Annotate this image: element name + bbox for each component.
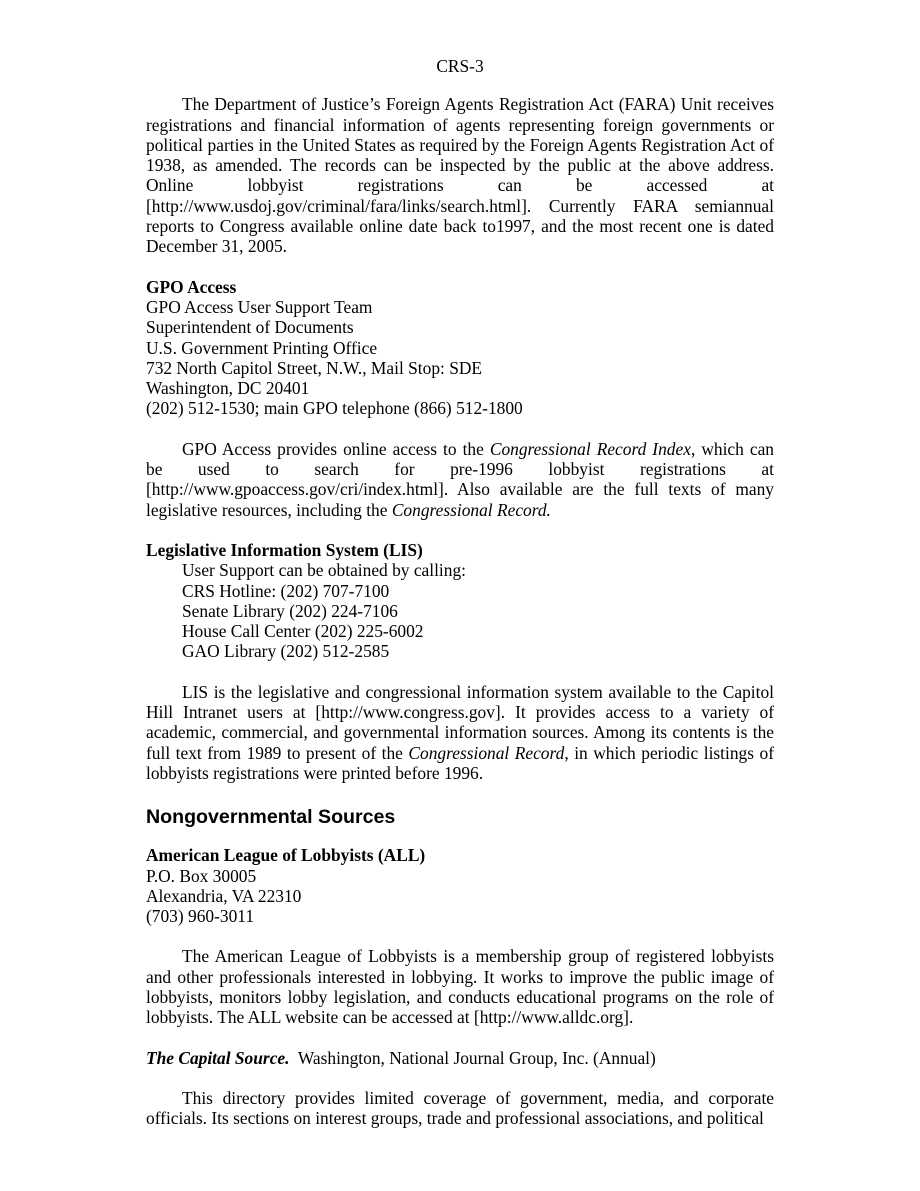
capital-source-citation — [146, 1048, 774, 1068]
lis-block — [146, 540, 774, 662]
document-page — [146, 56, 774, 1128]
capital-source-title: The Capital Source. — [146, 1047, 290, 1068]
all-heading: American League of Lobbyists (ALL) — [146, 845, 426, 866]
page-header: CRS-3 — [436, 56, 484, 76]
fara-paragraph: The Department of Justice’s Foreign Agents Registration Act (FARA) Unit receives registrations and financial information of agents representing foreign governments or political parties in the United States as required by the Foreign Agents Registration Act of 1938, as amended. The records can be inspected by the public at the above address. Online lobbyist registrations can be accessed at [http://www.usdoj.gov/criminal/fara/links/search.html]. Currently FARA semiannual reports to Congress available online date back to1997, and the most recent one is dated December 31, 2005. — [146, 94, 774, 257]
lis-support-line: House Call Center (202) 225-6002 — [182, 621, 424, 642]
all-block — [146, 845, 774, 926]
capital-source-details: Washington, National Journal Group, Inc. (Annual) — [297, 1047, 656, 1068]
gpo-access-block — [146, 277, 774, 419]
gpo-address-line: U.S. Government Printing Office — [146, 337, 378, 358]
gpo-address-line: GPO Access User Support Team — [146, 296, 373, 317]
lis-paragraph-text: , in which periodic listings of lobbyists registrations were printed before 1996. — [146, 742, 774, 783]
lis-paragraph — [146, 682, 774, 783]
all-address-line: P.O. Box 30005 — [146, 865, 257, 886]
gpo-heading: GPO Access — [146, 276, 237, 297]
gpo-paragraph-italic: Congressional Record Index — [489, 438, 691, 459]
lis-heading: Legislative Information System (LIS) — [146, 539, 423, 560]
gpo-address-line: (202) 512-1530; main GPO telephone (866) 512-1800 — [146, 398, 523, 419]
gpo-address-line: Washington, DC 20401 — [146, 378, 310, 399]
all-paragraph: The American League of Lobbyists is a membership group of registered lobbyists and other professionals interested in lobbying. It works to improve the public image of lobbyists, monitors lobby legislation, and conducts educational programs on the role of lobbyists. The ALL website can be accessed at [http://www.alldc.org]. — [146, 946, 774, 1028]
lis-paragraph-italic: Congressional Record — [408, 742, 565, 763]
gpo-address-line: 732 North Capitol Street, N.W., Mail Stop: SDE — [146, 357, 483, 378]
gpo-paragraph-text: , which can be used to search for pre-1996 lobbyist registrations at [http://www.gpoaccess.gov/cri/index.html]. Also available are the full texts of many legislative resources, including the — [146, 438, 774, 520]
all-address-line: (703) 960-3011 — [146, 906, 255, 927]
lis-paragraph-text: LIS is the legislative and congressional information system available to the Capitol Hill Intranet users at [http://www.congress.gov]. It provides access to a variety of academic, commercial, and governmental information sources. Among its contents is the full text from 1989 to present of the — [146, 681, 774, 763]
gpo-paragraph-italic: Congressional Record. — [391, 499, 551, 520]
all-address-line: Alexandria, VA 22310 — [146, 885, 302, 906]
gpo-paragraph — [146, 439, 774, 520]
lis-support-line: Senate Library (202) 224-7106 — [182, 600, 398, 621]
lis-support-line: User Support can be obtained by calling: — [182, 560, 466, 581]
capital-source-paragraph: This directory provides limited coverage of government, media, and corporate officials. Its sections on interest groups, trade and professional associations, and political — [146, 1087, 774, 1129]
lis-support-line: GAO Library (202) 512-2585 — [182, 641, 390, 662]
section-title: Nongovernmental Sources — [146, 806, 396, 829]
gpo-paragraph-text: GPO Access provides online access to the — [182, 438, 490, 459]
lis-support-line: CRS Hotline: (202) 707-7100 — [182, 580, 390, 601]
gpo-address-line: Superintendent of Documents — [146, 317, 354, 338]
